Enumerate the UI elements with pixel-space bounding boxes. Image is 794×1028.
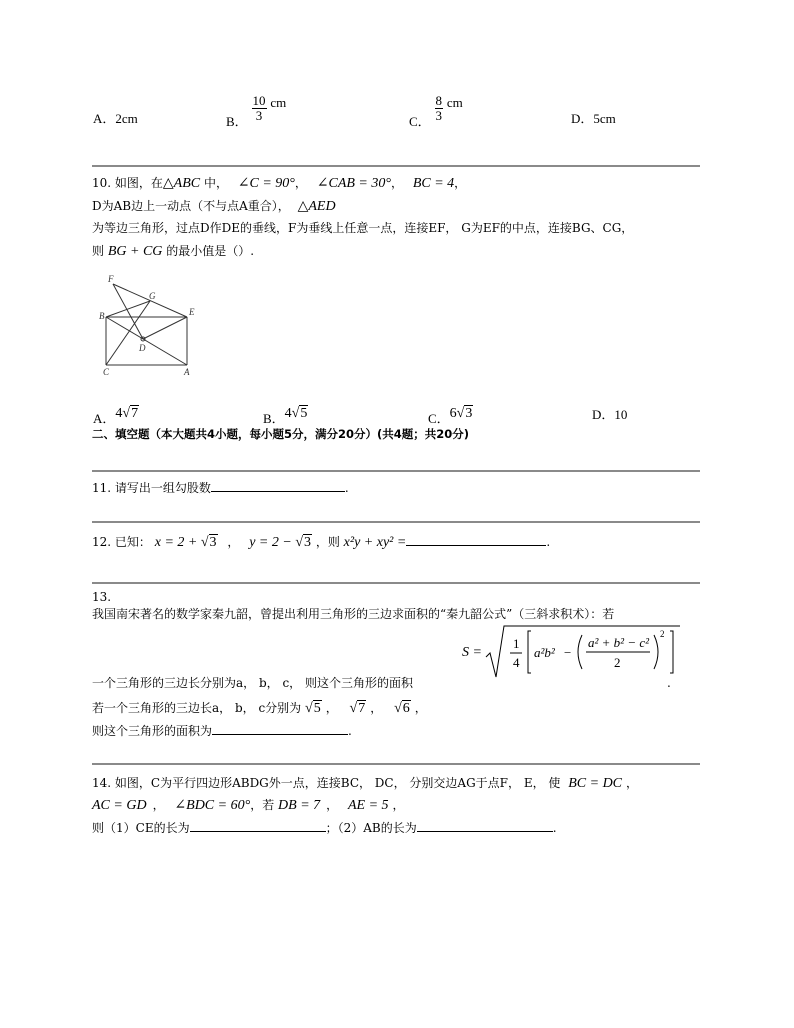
q10-line1: 10. 如图，在△ABC 中， ∠C = 90°， ∠CAB = 30°， BC = 4， <box>92 176 467 191</box>
q10-triangle-aed: △AED <box>297 199 336 214</box>
q10-condition-1: ∠C = 90° <box>237 176 295 191</box>
formula-one: 1 <box>513 636 520 651</box>
fig-label-g: G <box>149 291 156 301</box>
q12-mid: ，则 <box>315 535 340 549</box>
q9-option-b[interactable] <box>226 93 287 129</box>
q10-line4-suffix: 的最小值是（）. <box>166 244 255 258</box>
q12-y-expression: y = 2 − <box>249 535 296 550</box>
q10-option-c[interactable] <box>428 402 473 426</box>
q10-intro: 10. 如图，在 <box>92 176 163 190</box>
q14-line1: 14. 如图，C为平行四边形ABDG外一点，连接BC， DC， 分别交边AG于点F， E， 使 BC = DC ， <box>92 776 639 791</box>
q13-answer-blank[interactable] <box>212 734 348 735</box>
q12-prefix: 12. 已知： <box>92 535 151 549</box>
q14-answer-blank-2[interactable] <box>417 831 553 832</box>
q13-end: . <box>348 724 352 738</box>
q11-end: . <box>344 481 349 495</box>
q14-condition-ac-gd: AC = GD <box>92 798 147 813</box>
q12-answer-blank[interactable] <box>406 545 546 546</box>
q14-condition-bc-dc: BC = DC <box>568 776 623 791</box>
q13-radicand-2: 7 <box>358 701 366 716</box>
q10-line2-text: D为AB边上一动点（不与点A重合）， <box>92 199 290 213</box>
divider <box>92 521 700 523</box>
q10-option-b-radicand: 5 <box>300 406 308 421</box>
right-bracket-icon <box>670 631 673 673</box>
q14-line2-mid: ，若 <box>250 798 275 812</box>
divider <box>92 582 700 584</box>
q9-option-b-unit: cm <box>270 95 287 110</box>
q13-radicand-1: 5 <box>313 701 321 716</box>
q13-number: 13. <box>92 590 112 604</box>
q13-line1: 我国南宋著名的数学家秦九韶，曾提出利用三角形的三边求面积的“秦九韶公式”（三斜求积术）：若 <box>92 607 615 621</box>
q14-line3 <box>92 819 557 836</box>
fig-label-b: B <box>99 311 105 321</box>
q10-option-a[interactable] <box>93 402 139 426</box>
q10-option-c-radicand: 3 <box>465 406 473 421</box>
q13-sqrt-5: √5 <box>305 701 321 716</box>
left-paren-icon <box>578 635 582 669</box>
q12-x-radicand: 3 <box>209 535 217 550</box>
fig-label-f: F <box>108 274 114 284</box>
q9-option-c-numerator: 8 <box>435 93 442 108</box>
q10-line3: 为等边三角形，过点D作DE的垂线，F为垂线上任意一点，连接EF， G为EF的中点，连接BG、CG， <box>92 221 634 235</box>
q10-option-b-value: 4√5 <box>284 406 308 421</box>
q14-condition-angle: ∠BDC = 60° <box>174 798 251 813</box>
q10-option-a-value: 4√7 <box>115 406 139 421</box>
fig-line-bg <box>106 301 150 317</box>
q10-option-c-label: C． <box>428 411 450 426</box>
q9-option-c[interactable] <box>409 93 463 129</box>
q9-option-b-label: B． <box>226 114 248 129</box>
q10-condition-2: ∠CAB = 30° <box>316 176 391 191</box>
formula-four: 4 <box>513 655 520 670</box>
q10-line4 <box>92 242 254 260</box>
q14-end: . <box>552 821 557 835</box>
q13-sqrt-6: √6 <box>394 701 410 716</box>
formula-square: 2 <box>660 629 665 639</box>
q10-figure <box>92 272 204 380</box>
q14-line2: AC = GD ， ∠BDC = 60°，若 DB = 7 ， AE = 5 ， <box>92 798 405 813</box>
q13-formula-graphic <box>484 623 682 681</box>
q10-line4-prefix: 则 <box>92 244 105 258</box>
q10-condition-3: BC = 4 <box>412 176 455 191</box>
q13-line3-prefix: 若一个三角形的三边长a， b， c分别为 <box>92 701 302 715</box>
fig-label-e: E <box>189 307 195 317</box>
formula-numerator: a² + b² − c² <box>588 635 650 650</box>
q9-option-b-denominator: 3 <box>255 108 263 123</box>
formula-two: 2 <box>614 655 621 670</box>
q9-option-c-label: C． <box>409 114 431 129</box>
right-paren-icon <box>654 635 658 669</box>
q14-condition-db: DB = 7 <box>278 798 321 813</box>
divider <box>92 165 700 167</box>
q9-option-b-fraction <box>252 94 267 123</box>
left-bracket-icon <box>528 631 531 673</box>
q14-condition-ae: AE = 5 <box>347 798 389 813</box>
q10-option-b-coef: 4 <box>284 406 292 421</box>
fig-line-de <box>143 317 187 339</box>
q12-y-sqrt: √3 <box>295 535 311 550</box>
q10-triangle: △ABC <box>162 176 201 191</box>
q10-option-c-coef: 6 <box>449 406 457 421</box>
q10-option-a-radicand: 7 <box>131 406 139 421</box>
q9-option-a[interactable]: A．2cm <box>93 111 138 126</box>
q9-option-c-denominator: 3 <box>435 108 442 123</box>
q12-end: . <box>546 535 551 549</box>
q13-line3: 若一个三角形的三边长a， b， c分别为 √5 ， √7 ， √6 ， <box>92 701 427 716</box>
divider <box>92 763 700 765</box>
fig-label-c: C <box>103 367 110 377</box>
q14-line1-text: 14. 如图，C为平行四边形ABDG外一点，连接BC， DC， 分别交边AG于点F， E， 使 <box>92 776 561 790</box>
q13-line2: 一个三角形的三边长分别为a， b， c， 则这个三角形的面积 <box>92 676 414 690</box>
q12-x-expression: x = 2 + <box>154 535 201 550</box>
q10-line2 <box>92 197 336 215</box>
q9-option-d[interactable]: D．5cm <box>571 111 616 126</box>
q13-sqrt-7: √7 <box>349 701 366 716</box>
q11-text: 11. 请写出一组勾股数 <box>92 481 211 495</box>
q14-line3-prefix: 则（1）CE的长为 <box>92 821 190 835</box>
q10-option-a-label: A． <box>93 411 116 426</box>
section-2-title: 二、填空题（本大题共4小题，每小题5分，满分20分）(共4题；共20分) <box>92 427 470 441</box>
q12-y-radicand: 3 <box>304 535 311 550</box>
q13-formula-lhs: S = <box>462 645 482 660</box>
q11-answer-blank[interactable] <box>211 491 345 492</box>
q14-line3-mid: ；（2）AB的长为 <box>325 821 417 835</box>
formula-minus: − <box>564 645 572 660</box>
fig-label-d: D <box>139 343 146 353</box>
q10-intro-mid: 中， <box>200 176 228 190</box>
q11 <box>92 479 349 496</box>
q12-target-expression: x²y + xy² = <box>343 535 407 550</box>
q10-option-c-value: 6√3 <box>449 406 473 421</box>
divider <box>92 470 700 472</box>
q14-answer-blank-1[interactable] <box>190 831 326 832</box>
q9-option-c-fraction <box>435 94 444 123</box>
q12: 12. 已知： x = 2 + √3 ， y = 2 − √3 ，则 x²y + xy² = . <box>92 535 551 550</box>
q9-option-b-numerator: 10 <box>252 93 266 108</box>
q13-line4-text: 则这个三角形的面积为 <box>92 724 213 738</box>
q10-option-b[interactable] <box>263 402 308 426</box>
q10-expression: BG + CG <box>107 244 163 259</box>
q10-option-b-label: B． <box>263 411 285 426</box>
q13-radicand-3: 6 <box>402 701 410 716</box>
q10-option-a-coef: 4 <box>115 406 123 421</box>
fig-label-a: A <box>184 367 190 377</box>
formula-a2b2: a²b² <box>534 645 555 660</box>
q13-line4 <box>92 722 352 739</box>
q10-option-d[interactable]: D．10 <box>592 407 628 422</box>
q13-line2-end: . <box>667 676 671 690</box>
q12-x-sqrt: √3 <box>200 535 217 550</box>
q9-option-c-unit: cm <box>446 95 463 110</box>
fig-line-df <box>113 284 143 339</box>
fig-line-ba <box>106 317 187 365</box>
